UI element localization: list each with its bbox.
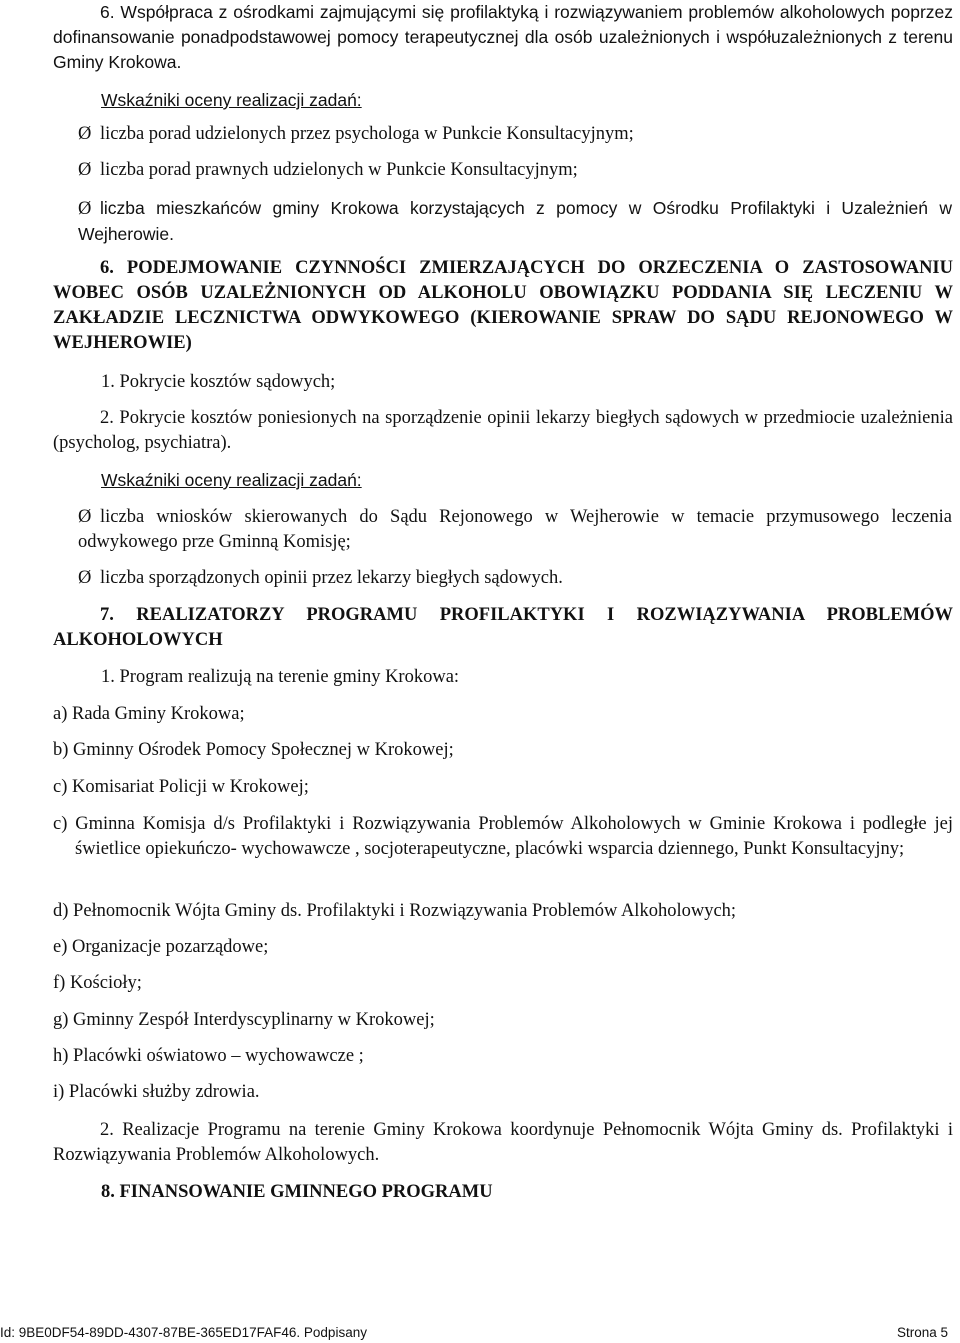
bullet-text: liczba porad prawnych udzielonych w Punkcie Konsultacyjnym;: [100, 160, 578, 180]
paragraph-item-6: 6. Współpraca z ośrodkami zajmującymi się profilaktyką i rozwiązywaniem problemów alkoholowych poprzez dofinansowanie ponadpodstawowej pomocy terapeutycznej dla osób uzależnionych i współuzależnionych z terenu Gminy Krokowa.: [53, 2, 953, 72]
realizator-list-item: a) Rada Gminy Krokowa;: [53, 704, 245, 724]
page-number: Strona 5: [896, 1325, 948, 1340]
realizator-list-item: f) Kościoły;: [53, 973, 142, 993]
bullet-text: liczba wniosków skierowanych do Sądu Rejonowego w Wejherowie w temacie przymusowego leczenia odwykowego prze Gminną Komisję;: [78, 507, 952, 552]
indicators-title: Wskaźniki oceny realizacji zadań:: [101, 90, 362, 110]
realizator-list-item: h) Placówki oświatowo – wychowawcze ;: [53, 1046, 364, 1066]
bullet-icon: Ø: [78, 507, 92, 527]
realizator-list-item: c) Gminna Komisja d/s Profilaktyki i Rozwiązywania Problemów Alkoholowych w Gminie Krokowa i podległe jej świetlice opiekuńczo- wychowawcze , socjoterapeutyczne, placówki wsparcia dziennego, Punkt Konsultacyjny;: [53, 814, 953, 859]
section-7-item-2: 2. Realizacje Programu na terenie Gminy Krokowa koordynuje Pełnomocnik Wójta Gminy ds. Profilaktyki i Rozwiązywania Problemów Alkoholowych.: [53, 1120, 953, 1165]
section-8-heading: 8. FINANSOWANIE GMINNEGO PROGRAMU: [101, 1182, 493, 1202]
indicator-bullet: [78, 122, 952, 147]
realizator-list-item: g) Gminny Zespół Interdyscyplinarny w Krokowej;: [53, 1010, 435, 1030]
bullet-text: liczba porad udzielonych przez psychologa w Punkcie Konsultacyjnym;: [100, 124, 634, 144]
bullet-icon: Ø: [78, 160, 92, 180]
indicator-bullet: [78, 196, 952, 247]
section-7-heading: 7. REALIZATORZY PROGRAMU PROFILAKTYKI I ROZWIĄZYWANIA PROBLEMÓW ALKOHOLOWYCH: [53, 605, 953, 650]
bullet-text: liczba sporządzonych opinii przez lekarzy biegłych sądowych.: [100, 568, 563, 588]
bullet-icon: Ø: [78, 199, 92, 219]
indicator-bullet: [78, 158, 952, 183]
bullet-icon: Ø: [78, 124, 92, 144]
realizator-list-item: b) Gminny Ośrodek Pomocy Społecznej w Krokowej;: [53, 740, 454, 760]
realizator-list-item: i) Placówki służby zdrowia.: [53, 1082, 260, 1102]
indicator-bullet: [78, 566, 952, 591]
section-6-item-2: 2. Pokrycie kosztów poniesionych na sporządzenie opinii lekarzy biegłych sądowych w przedmiocie uzależnienia (psycholog, psychiatra).: [53, 408, 953, 453]
document-id: Id: 9BE0DF54-89DD-4307-87BE-365ED17FAF46. Podpisany: [0, 1325, 367, 1340]
realizator-list-item: c) Komisariat Policji w Krokowej;: [53, 777, 309, 797]
indicator-bullet: [78, 505, 952, 555]
bullet-text: liczba mieszkańców gminy Krokowa korzystających z pomocy w Ośrodku Profilaktyki i Uzależnień w Wejherowie.: [78, 198, 952, 244]
section-6-heading: 6. PODEJMOWANIE CZYNNOŚCI ZMIERZAJĄCYCH DO ORZECZENIA O ZASTOSOWANIU WOBEC OSÓB UZALEŻNIONYCH OD ALKOHOLU OBOWIĄZKU PODDANIA SIĘ LECZENIU W ZAKŁADZIE LECZNICTWA ODWYKOWEGO (KIEROWANIE SPRAW DO SĄDU REJONOWEGO W WEJHEROWIE): [53, 258, 953, 353]
bullet-icon: Ø: [78, 568, 92, 588]
realizator-list-item: e) Organizacje pozarządowe;: [53, 937, 269, 957]
indicators-title: Wskaźniki oceny realizacji zadań:: [101, 470, 362, 490]
section-6-item-1: 1. Pokrycie kosztów sądowych;: [101, 372, 336, 392]
realizator-list-item: d) Pełnomocnik Wójta Gminy ds. Profilaktyki i Rozwiązywania Problemów Alkoholowych;: [53, 901, 737, 921]
section-7-item-1: 1. Program realizują na terenie gminy Krokowa:: [101, 667, 460, 687]
